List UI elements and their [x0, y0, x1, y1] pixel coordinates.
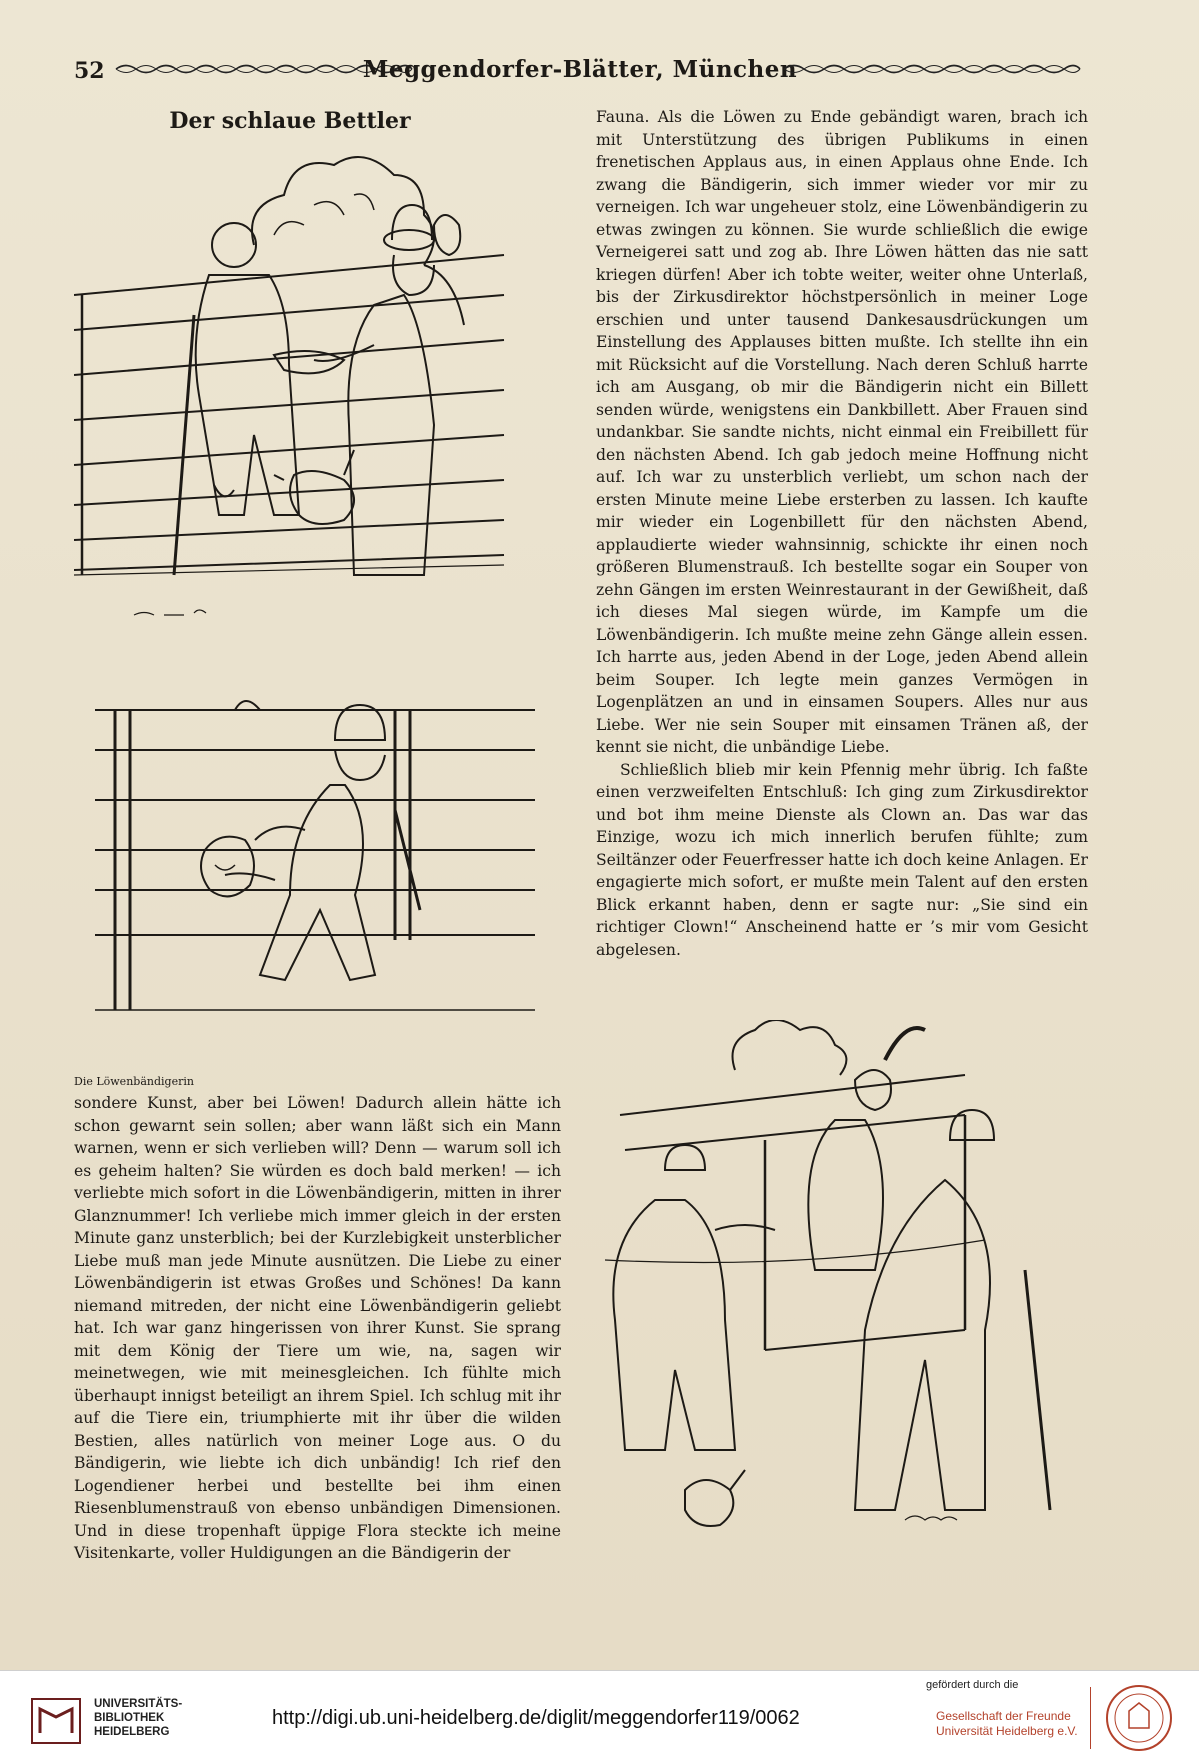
illustration-caption: Die Löwenbändigerin [74, 1075, 194, 1088]
illustration-soldier-at-fence [95, 690, 555, 1025]
left-text-column [74, 1092, 561, 1572]
library-name-line-2: BIBLIOTHEK [94, 1712, 165, 1724]
page-number: 52 [74, 58, 105, 84]
illustration-chase-scene [605, 1020, 1095, 1550]
university-seal-icon [1104, 1683, 1174, 1753]
right-column-paragraph-2: Schließlich blieb mir kein Pfennig mehr übrig. Ich faßte einen verzweifelten Entschluß: Ich ging zum Zirkusdirektor und bot ihm meine Dienste als Clown an. Das war das Einzige, wozu ich mich innerlich berufen fühlte; zum Seiltänzer oder Feuerfresser hatte ich doch keine Anlagen. Er engagierte mich sofort, er mußte mein Talent auf den ersten Blick erkannt haben, denn er sagte nur: „Sie sind ein richtiger Clown!“ Anscheinend hatte er ’s mir vom Gesicht abgelesen. [596, 760, 1088, 959]
society-line-1: Gesellschaft der Freunde [936, 1709, 1071, 1723]
library-name [94, 1697, 182, 1739]
society-line-2: Universität Heidelberg e.V. [936, 1724, 1078, 1738]
footer-divider [1090, 1687, 1091, 1749]
library-name-line-3: HEIDELBERG [94, 1726, 170, 1738]
right-flourish-ornament [782, 62, 1082, 76]
article-title: Der schlaue Bettler [169, 108, 411, 134]
running-title: Meggendorfer-Blätter, München [362, 56, 798, 83]
funded-by-label: gefördert durch die [926, 1679, 1019, 1691]
left-column-paragraph: sondere Kunst, aber bei Löwen! Dadurch allein hätte ich schon gewarnt sein sollen; aber wann läßt sich ein Mann warnen, wenn er sich verlieben will? Denn — warum soll ich es geheim halten? Sie würden es doch bald merken! — ich verliebte mich sofort in die Löwenbändigerin, mitten in ihrer Glanznummer! Ich verliebe mich immer gleich in der ersten Minute ganz unsterblich; bei der Kurzlebigkeit unsterblicher Liebe muß man jede Minute ausnützen. Die Liebe zu einer Löwenbändigerin ist etwas Großes und Schönes! Da kann niemand mitreden, der nicht eine Löwenbändigerin geliebt hat. Ich war ganz hingerissen von ihrer Kunst. Sie sprang mit dem König der Tiere um wie, na, sagen wir meinetwegen, wie mit meinesgleichen. Ich fühlte mich überhaupt innigst beteiligt an ihrem Spiel. Ich schlug mit ihr auf die Tiere ein, triumphierte mit ihr über die wilden Bestien, alles natürlich von meiner Loge aus. O du Bändigerin, wie liebte ich dich unbändig! Ich rief den Logendiener herbei und bestellte bei ihm einen Riesenblumenstrauß von ebenso unbändigen Dimensionen. Und in diese tropenhaft üppige Flora steckte ich meine Visitenkarte, voller Huldigungen an die Bändigerin der [74, 1094, 561, 1562]
digital-object-url[interactable]: http://digi.ub.uni-heidelberg.de/diglit/meggendorfer119/0062 [272, 1707, 800, 1729]
page-header [70, 52, 1090, 92]
right-text-column [596, 106, 1088, 986]
right-column-paragraph-1: Fauna. Als die Löwen zu Ende gebändigt waren, brach ich mit Unterstützung des übrigen Publikums in einen frenetischen Applaus aus, in einen Applaus ohne Ende. Ich zwang die Bändigerin, sich immer wieder vor mir zu verneigen. Ich war ungeheuer stolz, eine Löwenbändigerin zu etwas zwingen zu können. Sie wurde schließlich die ewige Verneigerei satt und zog ab. Ihre Löwen hätten das nie satt kriegen dürfen! Aber ich tobte weiter, weiter ohne Unterlaß, bis der Zirkusdirektor höchstpersönlich in meiner Loge erschien und unter tausend Dankesausdrückungen um Einstellung des Applauses bitten mußte. Ich stellte ihn ein mit Rücksicht auf die Vorstellung. Nach deren Schluß harrte ich am Ausgang, ob mir die Bändigerin nicht ein Billett senden würde, wenigstens ein Dankbillett. Aber Frauen sind undankbar. Sie sandte nichts, nicht einmal ein Freibillett für den nächsten Abend. Ich gab jedoch meine Hoffnung nicht auf. Ich war zu unsterblich verliebt, um schon nach der ersten Minute meine Liebe ersterben zu lassen. Ich kaufte mir wieder ein Logenbillett für den nächsten Abend, applaudierte wieder wahnsinnig, schickte ihr einen noch größeren Blumenstrauß. Ich bestellte sogar ein Souper von zehn Gängen im ersten Weinrestaurant in der Gewißheit, daß ich dieses Mal siegen würde, im Kampfe um die Löwenbändigerin. Ich mußte meine zehn Gänge allein essen. Ich harrte aus, jeden Abend in der Loge, jeden Abend allein beim Souper. Ich legte mein ganzes Vermögen in Logenplätzen an und in einsamen Soupers. Alles nur aus Liebe. Wer nie sein Souper mit einsamen Tränen aß, der kennt sie nicht, die unbändige Liebe. [596, 108, 1088, 756]
sponsor-society-name [936, 1709, 1078, 1739]
digitization-footer [0, 1670, 1199, 1762]
illustration-beggar-and-gentleman [74, 145, 544, 665]
university-library-logo-icon [28, 1693, 84, 1749]
library-name-line-1: UNIVERSITÄTS- [94, 1698, 183, 1710]
